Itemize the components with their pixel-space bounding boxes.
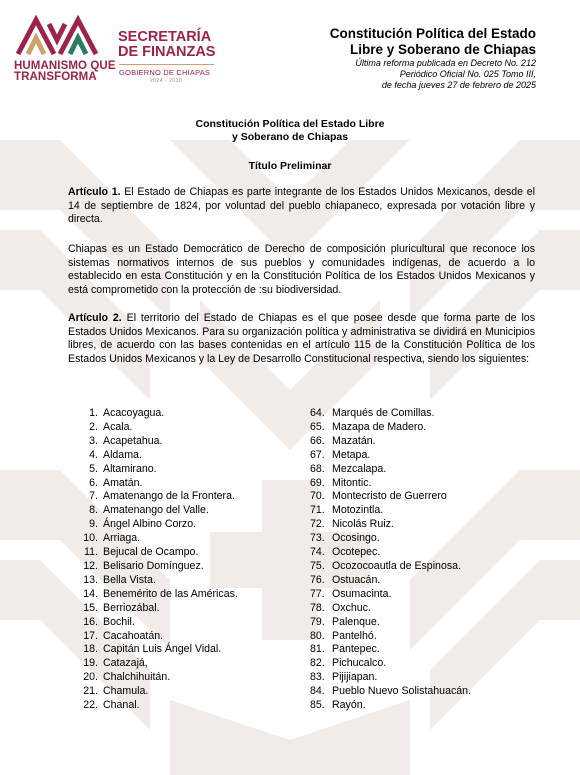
paragraph-2: Chiapas es un Estado Democrático de Derecho de composición pluricultural que reconoce los sistemas normativos internos de sus pueblos y comunidades indígenas, de acuerdo a lo establecido en esta Constitución y en la Constitución Política de los Estados Unidos Mexicanos y está comprometido con la protección de :su biodiversidad. bbox=[68, 243, 535, 296]
list-item-name: Montecristo de Guerrero bbox=[332, 490, 447, 503]
list-item bbox=[310, 685, 471, 699]
list-item bbox=[310, 407, 471, 421]
list-item-number: 73. bbox=[310, 532, 325, 545]
list-item-name: Mitontic. bbox=[332, 476, 372, 489]
list-item bbox=[78, 449, 238, 463]
list-item bbox=[310, 463, 471, 477]
list-item-name: Pijijiapan. bbox=[332, 671, 378, 684]
list-item-name: Bella Vista. bbox=[103, 573, 156, 586]
list-item bbox=[310, 602, 471, 616]
municipios-list-left bbox=[78, 407, 238, 713]
document-header bbox=[330, 26, 536, 91]
list-item bbox=[78, 685, 238, 699]
list-item-number: 19. bbox=[83, 657, 98, 670]
secretaria-line-1: SECRETARÍA bbox=[118, 29, 212, 45]
list-item bbox=[78, 490, 238, 504]
list-item bbox=[78, 407, 238, 421]
list-item bbox=[310, 699, 471, 713]
list-item-name: Rayón. bbox=[332, 699, 366, 712]
list-item-number: 75. bbox=[310, 559, 325, 572]
gobierno-label: GOBIERNO DE CHIAPAS bbox=[119, 68, 211, 77]
humanismo-logo-text bbox=[14, 61, 116, 83]
list-item-number: 68. bbox=[310, 462, 325, 475]
list-item bbox=[78, 421, 238, 435]
list-item bbox=[310, 546, 471, 560]
list-item bbox=[78, 532, 238, 546]
list-item bbox=[310, 518, 471, 532]
list-item-name: Chamula. bbox=[103, 685, 149, 698]
list-item-name: Oxchuc. bbox=[332, 601, 371, 614]
list-item-name: Marqués de Comillas. bbox=[332, 407, 435, 419]
list-item bbox=[78, 463, 238, 477]
list-item-name: Mezcalapa. bbox=[332, 462, 387, 475]
list-item-number: 12. bbox=[83, 559, 98, 572]
list-item-name: Bochil. bbox=[103, 615, 135, 628]
list-item bbox=[310, 657, 471, 671]
list-item-name: Amatenango del Valle. bbox=[103, 504, 209, 517]
list-item-number: 4. bbox=[89, 448, 98, 461]
list-item bbox=[78, 699, 238, 713]
list-item bbox=[310, 421, 471, 435]
list-item-number: 7. bbox=[89, 490, 98, 503]
list-item-name: Chalchihuitán. bbox=[103, 671, 171, 684]
list-item-name: Ostuacán. bbox=[332, 573, 381, 586]
list-item-number: 72. bbox=[310, 518, 325, 531]
list-item bbox=[310, 588, 471, 602]
list-item-name: Pantelhó. bbox=[332, 629, 377, 642]
list-item-name: Bejucal de Ocampo. bbox=[103, 546, 199, 559]
list-item bbox=[78, 574, 238, 588]
article-1 bbox=[68, 186, 535, 227]
list-item-name: Capitán Luis Ángel Vidal. bbox=[103, 643, 222, 656]
list-item-name: Palenque. bbox=[332, 615, 380, 628]
list-item-name: Ángel Albino Corzo. bbox=[103, 518, 197, 531]
list-item bbox=[78, 435, 238, 449]
list-item-number: 85. bbox=[310, 699, 325, 712]
doc-title bbox=[0, 118, 580, 144]
list-item-name: Metapa. bbox=[332, 448, 371, 461]
list-item-number: 16. bbox=[83, 615, 98, 628]
list-item bbox=[310, 435, 471, 449]
list-item bbox=[310, 643, 471, 657]
list-item-number: 82. bbox=[310, 657, 325, 670]
list-item-number: 21. bbox=[83, 685, 98, 698]
list-item-name: Osumacinta. bbox=[332, 587, 392, 600]
list-item-name: Pichucalco. bbox=[332, 657, 387, 670]
list-item bbox=[78, 630, 238, 644]
list-item-name: Motozintla. bbox=[332, 504, 384, 517]
list-item-number: 65. bbox=[310, 420, 325, 433]
list-item-number: 15. bbox=[83, 601, 98, 614]
article-2 bbox=[68, 312, 535, 366]
list-item bbox=[310, 504, 471, 518]
list-item-name: Altamirano. bbox=[103, 462, 157, 475]
list-item bbox=[310, 532, 471, 546]
header-note-3: de fecha jueves 27 de febrero de 2025 bbox=[381, 80, 536, 90]
list-item-number: 17. bbox=[83, 629, 98, 642]
list-item bbox=[78, 518, 238, 532]
list-item-name: Berriozábal. bbox=[103, 601, 160, 614]
article-1-text: El Estado de Chiapas es parte integrante de los Estados Unidos Mexicanos, desde el 14 de septiembre de 1824, por voluntad del pueblo chiapaneco, expresada por votación libre y directa. bbox=[68, 186, 535, 225]
list-item-number: 2. bbox=[89, 420, 98, 433]
list-item-number: 84. bbox=[310, 685, 325, 698]
municipios-list-right bbox=[310, 407, 471, 713]
list-item bbox=[78, 643, 238, 657]
list-item-number: 69. bbox=[310, 476, 325, 489]
logo-line-1: HUMANISMO QUE bbox=[14, 60, 116, 72]
list-item-name: Pantepec. bbox=[332, 643, 380, 656]
list-item-number: 71. bbox=[310, 504, 325, 517]
list-item bbox=[310, 560, 471, 574]
article-2-label: Artículo 2. bbox=[68, 312, 122, 324]
list-item bbox=[78, 560, 238, 574]
list-item bbox=[310, 490, 471, 504]
list-item-number: 18. bbox=[83, 643, 98, 656]
list-item-number: 83. bbox=[310, 671, 325, 684]
list-item-number: 11. bbox=[84, 546, 98, 559]
list-item-number: 80. bbox=[310, 629, 325, 642]
list-item-name: Catazajá, bbox=[103, 657, 148, 670]
logo-divider bbox=[119, 64, 214, 65]
list-item bbox=[78, 657, 238, 671]
list-item-name: Pueblo Nuevo Solistahuacán. bbox=[332, 685, 471, 698]
list-item-name: Mazatán. bbox=[332, 434, 376, 447]
list-item-number: 3. bbox=[89, 434, 98, 447]
list-item bbox=[78, 477, 238, 491]
list-item-number: 20. bbox=[83, 671, 98, 684]
article-1-label: Artículo 1. bbox=[68, 186, 121, 198]
section-title: Título Preliminar bbox=[248, 160, 332, 172]
list-item-name: Arriaga. bbox=[103, 532, 141, 545]
list-item-number: 9. bbox=[89, 518, 98, 531]
secretaria-logo bbox=[118, 30, 215, 60]
list-item bbox=[78, 616, 238, 630]
list-item bbox=[310, 477, 471, 491]
doc-title-line-1: Constitución Política del Estado Libre bbox=[195, 118, 385, 130]
article-2-text: El territorio del Estado de Chiapas es el que posee desde que forma parte de los Estados Unidos Mexicanos. Para su organización política y administrativa se dividirá en Municipios libres, de acuerdo con las bases contenidas en el artículo 115 de la Constitución Política de los Estados Unidos Mexicanos y la Ley de Desarrollo Constitucional respectiva, siendo los siguientes: bbox=[68, 312, 535, 365]
list-item-number: 66. bbox=[310, 434, 325, 447]
logo-line-2: TRANSFORMA bbox=[14, 71, 97, 83]
list-item-number: 10. bbox=[83, 532, 98, 545]
list-item bbox=[310, 671, 471, 685]
list-item-name: Benemérito de las Américas. bbox=[103, 587, 238, 600]
list-item-number: 70. bbox=[310, 490, 325, 503]
list-item-number: 77. bbox=[310, 587, 325, 600]
list-item-name: Acapetahua. bbox=[103, 434, 163, 447]
list-item bbox=[78, 671, 238, 685]
list-item-number: 5. bbox=[89, 462, 98, 475]
list-item-number: 6. bbox=[89, 476, 98, 489]
secretaria-line-2: DE FINANZAS bbox=[118, 44, 216, 60]
list-item-name: Chanal. bbox=[103, 699, 140, 712]
list-item bbox=[310, 630, 471, 644]
list-item bbox=[310, 574, 471, 588]
list-item bbox=[78, 588, 238, 602]
header-title-line-1: Constitución Política del Estado bbox=[329, 26, 536, 41]
header-title-line-2: Libre y Soberano de Chiapas bbox=[349, 42, 536, 57]
list-item-number: 8. bbox=[89, 504, 98, 517]
list-item-name: Ocotepec. bbox=[332, 546, 381, 559]
list-item-name: Aldama. bbox=[103, 448, 142, 461]
list-item-number: 14. bbox=[83, 587, 98, 600]
list-item-name: Mazapa de Madero. bbox=[332, 420, 427, 433]
list-item-number: 76. bbox=[310, 573, 325, 586]
list-item bbox=[310, 449, 471, 463]
list-item-number: 22. bbox=[83, 699, 98, 712]
header-note-2: Periódico Oficial No. 025 Tomo III, bbox=[399, 69, 536, 79]
list-item-name: Belisario Domínguez. bbox=[103, 559, 204, 572]
list-item bbox=[78, 546, 238, 560]
list-item-name: Ocosingo. bbox=[332, 532, 380, 545]
list-item-number: 67. bbox=[310, 448, 325, 461]
list-item-name: Cacahoatán. bbox=[103, 629, 164, 642]
list-item-name: Acala. bbox=[103, 420, 133, 433]
list-item-number: 74. bbox=[310, 546, 325, 559]
list-item-name: Amatenango de la Frontera. bbox=[103, 490, 235, 503]
list-item-name: Acacoyagua. bbox=[103, 407, 165, 419]
list-item-number: 13. bbox=[83, 573, 98, 586]
list-item-number: 81. bbox=[310, 643, 325, 656]
list-item-name: Ocozocoautla de Espinosa. bbox=[332, 559, 461, 572]
list-item bbox=[78, 504, 238, 518]
doc-title-line-2: y Soberano de Chiapas bbox=[231, 131, 349, 143]
list-item-number: 1. bbox=[89, 407, 98, 419]
list-item-number: 64. bbox=[310, 407, 325, 419]
header-note-1: Última reforma publicada en Decreto No. 212 bbox=[355, 58, 536, 68]
list-item bbox=[78, 602, 238, 616]
gobierno-years: 2024 - 2030 bbox=[150, 78, 183, 84]
list-item bbox=[310, 616, 471, 630]
humanismo-logo-icon bbox=[14, 14, 100, 60]
list-item-name: Amatán. bbox=[103, 476, 143, 489]
list-item-name: Nicolás Ruiz. bbox=[332, 518, 394, 531]
list-item-number: 78. bbox=[310, 601, 325, 614]
list-item-number: 79. bbox=[310, 615, 325, 628]
